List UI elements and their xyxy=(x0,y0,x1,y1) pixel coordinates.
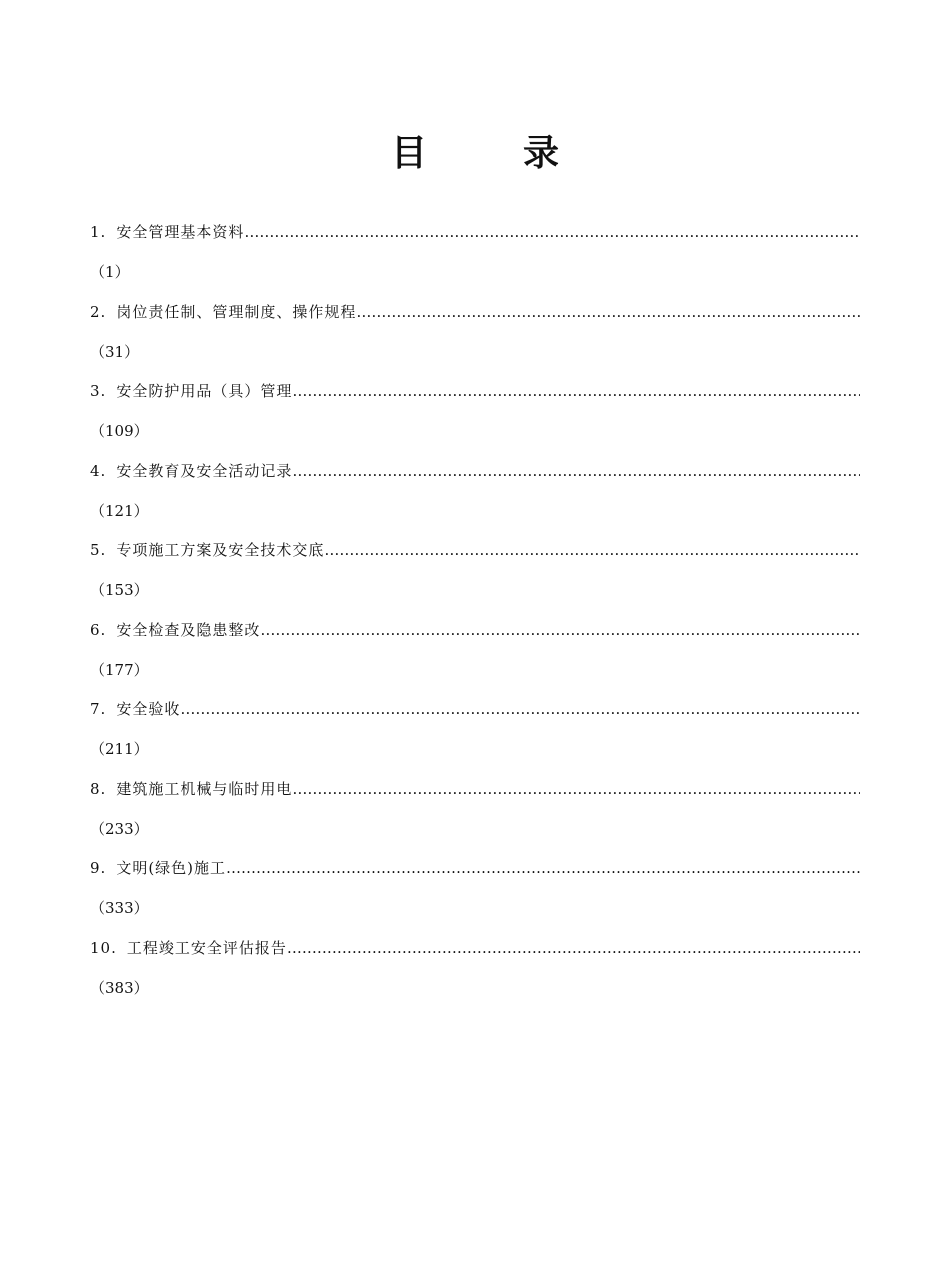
toc-entry-page: 333 xyxy=(105,899,134,917)
toc-entry-line xyxy=(90,930,860,966)
toc-entry-page-line xyxy=(90,334,860,370)
paren-close: ） xyxy=(133,660,149,679)
toc-entry[interactable] xyxy=(90,930,860,1010)
paren-close: ） xyxy=(133,978,149,997)
toc-entry-title: 安全管理基本资料 xyxy=(116,223,245,241)
toc-entry-title: 工程竣工安全评估报告 xyxy=(126,938,287,957)
paren-open: （ xyxy=(90,263,106,281)
toc-entry-number: 8. xyxy=(90,779,107,798)
paren-open: （ xyxy=(90,660,106,679)
paren-close: ） xyxy=(133,422,149,440)
paren-close: ） xyxy=(124,342,140,361)
toc-entry[interactable] xyxy=(90,373,860,453)
toc-entry-number: 7. xyxy=(90,700,107,718)
toc-entry-line xyxy=(90,691,860,727)
toc-entry-line xyxy=(90,532,860,568)
toc-entry[interactable] xyxy=(90,850,860,930)
paren-open: （ xyxy=(90,978,106,997)
toc-entry-title: 安全教育及安全活动记录 xyxy=(116,461,293,480)
paren-open: （ xyxy=(90,740,106,758)
toc-entry-page: 153 xyxy=(105,581,134,599)
toc-entry-page-line xyxy=(90,413,860,449)
toc-leader-dots xyxy=(180,691,860,727)
toc-entry-title: 文明(绿色)施工 xyxy=(116,859,227,877)
toc-entry-page: 177 xyxy=(105,660,134,679)
toc-entry-page: 383 xyxy=(105,978,134,997)
toc-entry-number: 6. xyxy=(90,620,107,639)
paren-close: ） xyxy=(133,501,149,520)
toc-entry-number: 1. xyxy=(90,223,107,241)
toc-entry-page-line xyxy=(90,811,860,847)
toc-entry[interactable] xyxy=(90,532,860,612)
paren-open: （ xyxy=(90,899,106,917)
toc-entry-line xyxy=(90,214,860,250)
toc-leader-dots xyxy=(292,771,860,807)
toc-leader-dots xyxy=(260,612,860,648)
paren-open: （ xyxy=(90,342,106,361)
toc-entry[interactable] xyxy=(90,771,860,851)
toc-entry-title: 岗位责任制、管理制度、操作规程 xyxy=(116,302,357,321)
toc-entry-number: 3. xyxy=(90,382,107,400)
toc-entry-page-line xyxy=(90,731,860,767)
toc-entry-line xyxy=(90,294,860,330)
toc-leader-dots xyxy=(324,532,860,568)
page-title: 目 录 xyxy=(390,132,589,174)
toc-entry-number: 10. xyxy=(90,938,117,957)
paren-close: ） xyxy=(133,740,149,758)
paren-open: （ xyxy=(90,819,106,838)
toc-entry[interactable] xyxy=(90,214,860,294)
toc-entry-page: 121 xyxy=(105,501,134,520)
paren-open: （ xyxy=(90,581,106,599)
toc-entry-page: 31 xyxy=(105,342,125,361)
toc-entry-number: 4. xyxy=(90,461,107,480)
toc-leader-dots xyxy=(226,850,860,886)
toc-entry-line xyxy=(90,612,860,648)
toc-entry-title: 安全检查及隐患整改 xyxy=(116,620,261,639)
toc-entry-number: 2. xyxy=(90,302,107,321)
paren-close: ） xyxy=(114,263,130,281)
paren-open: （ xyxy=(90,422,106,440)
toc-entry-line xyxy=(90,373,860,409)
toc-entry-page-line xyxy=(90,493,860,529)
toc-entry-number: 9. xyxy=(90,859,107,877)
paren-close: ） xyxy=(133,899,149,917)
toc-entry-title: 安全防护用品（具）管理 xyxy=(116,382,293,400)
toc-entry-page: 233 xyxy=(105,819,134,838)
toc-entry-page-line xyxy=(90,890,860,926)
toc-entry[interactable] xyxy=(90,612,860,692)
toc-leader-dots xyxy=(292,453,860,489)
toc-entry-line xyxy=(90,850,860,886)
toc-leader-dots xyxy=(356,294,860,330)
table-of-contents xyxy=(90,214,860,1009)
toc-leader-dots xyxy=(287,930,860,966)
toc-entry-page-line xyxy=(90,254,860,290)
toc-entry-title: 安全验收 xyxy=(116,700,181,718)
toc-entry-page: 109 xyxy=(105,422,134,440)
toc-entry-page-line xyxy=(90,652,860,688)
toc-entry-title: 建筑施工机械与临时用电 xyxy=(116,779,293,798)
toc-leader-dots xyxy=(244,214,860,250)
toc-entry-page: 1 xyxy=(105,263,115,281)
toc-entry-number: 5. xyxy=(90,541,107,559)
toc-entry[interactable] xyxy=(90,691,860,771)
toc-entry-title: 专项施工方案及安全技术交底 xyxy=(116,541,325,559)
toc-entry-page-line xyxy=(90,970,860,1006)
toc-entry[interactable] xyxy=(90,294,860,374)
toc-entry-page: 211 xyxy=(105,740,134,758)
toc-entry-line xyxy=(90,453,860,489)
toc-entry-page-line xyxy=(90,572,860,608)
toc-entry-line xyxy=(90,771,860,807)
toc-leader-dots xyxy=(292,373,860,409)
paren-close: ） xyxy=(133,819,149,838)
toc-entry[interactable] xyxy=(90,453,860,533)
paren-close: ） xyxy=(133,581,149,599)
paren-open: （ xyxy=(90,501,106,520)
